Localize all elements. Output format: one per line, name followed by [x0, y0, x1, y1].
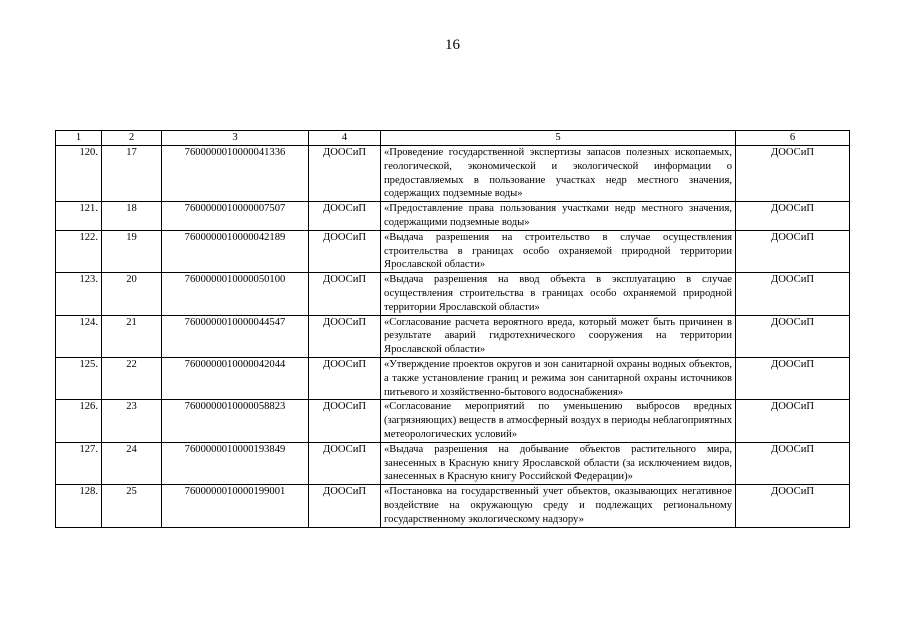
sub-number: 24 — [102, 442, 162, 484]
sub-number: 20 — [102, 273, 162, 315]
service-description: «Выдача разрешения на строительство в случае осуществления строительства в границах особо охраняемой природной территории Ярославской области» — [381, 230, 736, 272]
column-header: 3 — [162, 131, 309, 146]
column-header: 1 — [56, 131, 102, 146]
responsible-authority: ДООСиП — [736, 315, 850, 357]
table-header-row — [56, 131, 850, 146]
responsible-authority: ДООСиП — [736, 442, 850, 484]
row-number: 121. — [56, 202, 102, 231]
row-number: 125. — [56, 357, 102, 399]
service-description: «Проведение государственной экспертизы запасов полезных ископаемых, геологической, экономической и экологической информации о предоставляемых в пользование участках недр местного значения, содержащих подземные воды» — [381, 146, 736, 202]
service-description: «Выдача разрешения на ввод объекта в эксплуатацию в случае осуществления строительства в границах особо охраняемой природной территории Ярославской области» — [381, 273, 736, 315]
table-row — [56, 357, 850, 399]
service-description: «Выдача разрешения на добывание объектов растительного мира, занесенных в Красную книгу Ярославской области (за исключением видов, занесенных в Красную книгу Российской Федерации)» — [381, 442, 736, 484]
row-number: 124. — [56, 315, 102, 357]
authority: ДООСиП — [309, 202, 381, 231]
page-number: 16 — [445, 37, 460, 53]
services-table — [55, 130, 850, 528]
responsible-authority: ДООСиП — [736, 230, 850, 272]
responsible-authority: ДООСиП — [736, 273, 850, 315]
service-code: 7600000010000050100 — [162, 273, 309, 315]
service-code: 7600000010000041336 — [162, 146, 309, 202]
service-description: «Утверждение проектов округов и зон санитарной охраны водных объектов, а также установление границ и режима зон санитарной охраны источников питьевого и хозяйственно-бытового водоснабжения» — [381, 357, 736, 399]
row-number: 128. — [56, 485, 102, 527]
table-row — [56, 202, 850, 231]
authority: ДООСиП — [309, 400, 381, 442]
service-code: 7600000010000199001 — [162, 485, 309, 527]
service-description: «Согласование мероприятий по уменьшению выбросов вредных (загрязняющих) веществ в атмосферный воздух в периоды неблагоприятных метеорологических условий» — [381, 400, 736, 442]
service-code: 7600000010000044547 — [162, 315, 309, 357]
table-row — [56, 485, 850, 527]
responsible-authority: ДООСиП — [736, 202, 850, 231]
authority: ДООСиП — [309, 357, 381, 399]
sub-number: 22 — [102, 357, 162, 399]
service-code: 7600000010000058823 — [162, 400, 309, 442]
row-number: 120. — [56, 146, 102, 202]
table-row — [56, 400, 850, 442]
table-row — [56, 146, 850, 202]
authority: ДООСиП — [309, 442, 381, 484]
row-number: 126. — [56, 400, 102, 442]
service-code: 7600000010000042189 — [162, 230, 309, 272]
service-code: 7600000010000193849 — [162, 442, 309, 484]
column-header: 4 — [309, 131, 381, 146]
row-number: 127. — [56, 442, 102, 484]
service-description: «Предоставление права пользования участками недр местного значения, содержащими подземные воды» — [381, 202, 736, 231]
row-number: 122. — [56, 230, 102, 272]
authority: ДООСиП — [309, 315, 381, 357]
authority: ДООСиП — [309, 485, 381, 527]
sub-number: 17 — [102, 146, 162, 202]
service-description: «Согласование расчета вероятного вреда, который может быть причинен в результате аварий гидротехнического сооружения на территории Ярославской области» — [381, 315, 736, 357]
column-header: 5 — [381, 131, 736, 146]
sub-number: 21 — [102, 315, 162, 357]
service-code: 7600000010000042044 — [162, 357, 309, 399]
table-row — [56, 273, 850, 315]
column-header: 6 — [736, 131, 850, 146]
sub-number: 23 — [102, 400, 162, 442]
service-description: «Постановка на государственный учет объектов, оказывающих негативное воздействие на окружающую среду и подлежащих региональному государственному экологическому надзору» — [381, 485, 736, 527]
table-row — [56, 315, 850, 357]
responsible-authority: ДООСиП — [736, 146, 850, 202]
sub-number: 18 — [102, 202, 162, 231]
table-row — [56, 230, 850, 272]
service-code: 7600000010000007507 — [162, 202, 309, 231]
sub-number: 19 — [102, 230, 162, 272]
authority: ДООСиП — [309, 146, 381, 202]
responsible-authority: ДООСиП — [736, 357, 850, 399]
responsible-authority: ДООСиП — [736, 400, 850, 442]
authority: ДООСиП — [309, 273, 381, 315]
authority: ДООСиП — [309, 230, 381, 272]
sub-number: 25 — [102, 485, 162, 527]
row-number: 123. — [56, 273, 102, 315]
responsible-authority: ДООСиП — [736, 485, 850, 527]
table-row — [56, 442, 850, 484]
column-header: 2 — [102, 131, 162, 146]
